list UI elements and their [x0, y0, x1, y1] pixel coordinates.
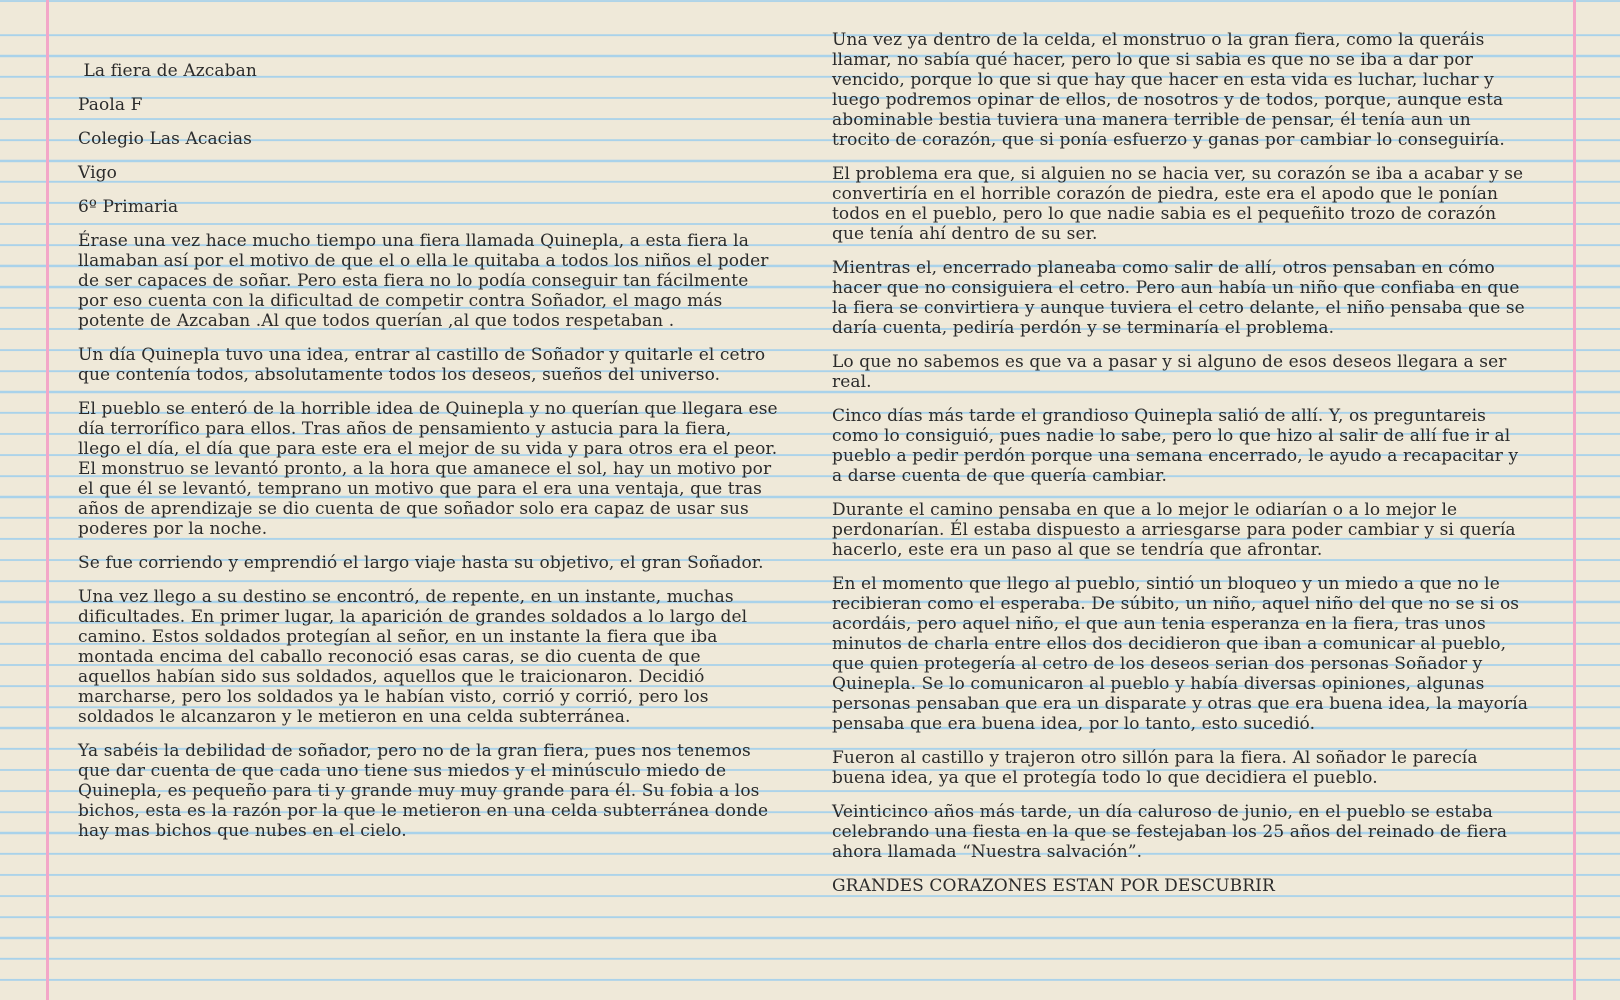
author-name: Paola F: [78, 95, 143, 115]
paragraph: Veinticinco años más tarde, un día caluroso de junio, en el pueblo se estaba celebrando una fiesta en la que se festejaban los 25 años del reinado de fiera ahora llamada “Nuestra salvación”.: [832, 802, 1508, 862]
paragraph: En el momento que llego al pueblo, sintió un bloqueo y un miedo a que no le recibieran como el esperaba. De súbito, un niño, aquel niño del que no se si os acordáis, pero aquel niño, el que aun tenia esperanza en la fiera, tras unos minutos de charla entre ellos dos decidieron que iban a comunicar al pueblo, que quien protegería al cetro de los deseos serian dos personas Soñador y Quinepla. Se lo comunicaron al pueblo y había diversas opiniones, algunas personas pensaban que era un disparate y otras que era buena idea, la mayoría pensaba que era buena idea, por lo tanto, esto sucedió.: [832, 574, 1528, 734]
paragraph: El problema era que, si alguien no se hacia ver, su corazón se iba a acabar y se convertiría en el horrible corazón de piedra, este era el apodo que le ponían todos en el pueblo, pero lo que nadie sabia es el pequeñito trozo de corazón que tenía ahí dentro de su ser.: [832, 164, 1524, 244]
paragraph: Lo que no sabemos es que va a pasar y si alguno de esos deseos llegara a ser real.: [832, 352, 1507, 392]
right-column: [832, 30, 1532, 910]
paragraph: Una vez llego a su destino se encontró, de repente, en un instante, muchas dificultades. En primer lugar, la aparición de grandes soldados a lo largo del camino. Estos soldados protegían al señor, en un instante la fiera que iba montada encima del caballo reconoció esas caras, se dio cuenta de que aquellos habían sido sus soldados, aquellos que le traicionaron. Decidió marcharse, pero los soldados ya le habían visto, corrió y corrió, pero los soldados le alcanzaron y le metieron en una celda subterránea.: [78, 587, 748, 727]
paragraph: El pueblo se enteró de la horrible idea de Quinepla y no querían que llegara ese día terrorífico para ellos. Tras años de pensamiento y astucia para la fiera, llego el día, el día que para este era el mejor de su vida y para otros era el peor. El monstruo se levantó pronto, a la hora que amanece el sol, hay un motivo por el que él se levantó, temprano un motivo que para el era una ventaja, que tras años de aprendizaje se dio cuenta de que soñador solo era capaz de usar sus poderes por la noche.: [78, 399, 778, 539]
paragraph: Durante el camino pensaba en que a lo mejor le odiarían o a lo mejor le perdonarían. Él estaba dispuesto a arriesgarse para poder cambiar y si quería hacerlo, este era un paso al que se tendría que afrontar.: [832, 500, 1516, 560]
paragraph: Se fue corriendo y emprendió el largo viaje hasta su objetivo, el gran Soñador.: [78, 553, 764, 573]
city-name: Vigo: [78, 163, 117, 183]
left-column: [78, 61, 778, 855]
paragraph: Cinco días más tarde el grandioso Quinepla salió de allí. Y, os preguntareis como lo consiguió, pues nadie lo sabe, pero lo que hizo al salir de allí fue ir al pueblo a pedir perdón porque una semana encerrado, le ayudo a recapacitar y a darse cuenta de que quería cambiar.: [832, 406, 1519, 486]
right-margin-line: [1573, 0, 1576, 1000]
paragraph: Mientras el, encerrado planeaba como salir de allí, otros pensaban en cómo hacer que no consiguiera el cetro. Pero aun había un niño que confiaba en que la fiera se convirtiera y aunque tuviera el cetro delante, el niño pensaba que se daría cuenta, pediría perdón y se terminaría el problema.: [832, 258, 1525, 338]
paragraph: Una vez ya dentro de la celda, el monstruo o la gran fiera, como la queráis llamar, no sabía qué hacer, pero lo que si sabia es que no se iba a dar por vencido, porque lo que si que hay que hacer en esta vida es luchar, luchar y luego podremos opinar de ellos, de nosotros y de todos, porque, aunque esta abominable bestia tuviera una manera terrible de pensar, él tenía aun un trocito de corazón, que si ponía esfuerzo y ganas por cambiar lo conseguiría.: [832, 30, 1505, 150]
paragraph: Un día Quinepla tuvo una idea, entrar al castillo de Soñador y quitarle el cetro que contenía todos, absolutamente todos los deseos, sueños del universo.: [78, 345, 766, 385]
paragraph: Ya sabéis la debilidad de soñador, pero no de la gran fiera, pues nos tenemos que dar cuenta de que cada uno tiene sus miedos y el minúsculo miedo de Quinepla, es pequeño para ti y grande muy muy grande para él. Su fobia a los bichos, esta es la razón por la que le metieron en una celda subterránea donde hay mas bichos que nubes en el cielo.: [78, 741, 769, 841]
left-margin-line: [46, 0, 49, 1000]
closing-line: GRANDES CORAZONES ESTAN POR DESCUBRIR: [832, 876, 1275, 896]
school-name: Colegio Las Acacias: [78, 129, 252, 149]
grade-level: 6º Primaria: [78, 197, 179, 217]
story-title: La fiera de Azcaban: [78, 61, 257, 81]
paragraph: Érase una vez hace mucho tiempo una fiera llamada Quinepla, a esta fiera la llamaban así por el motivo de que el o ella le quitaba a todos los niños el poder de ser capaces de soñar. Pero esta fiera no lo podía conseguir tan fácilmente por eso cuenta con la dificultad de competir contra Soñador, el mago más potente de Azcaban .Al que todos querían ,al que todos respetaban .: [78, 231, 769, 331]
paragraph: Fueron al castillo y trajeron otro sillón para la fiera. Al soñador le parecía buena idea, ya que el protegía todo lo que decidiera el pueblo.: [832, 748, 1478, 788]
